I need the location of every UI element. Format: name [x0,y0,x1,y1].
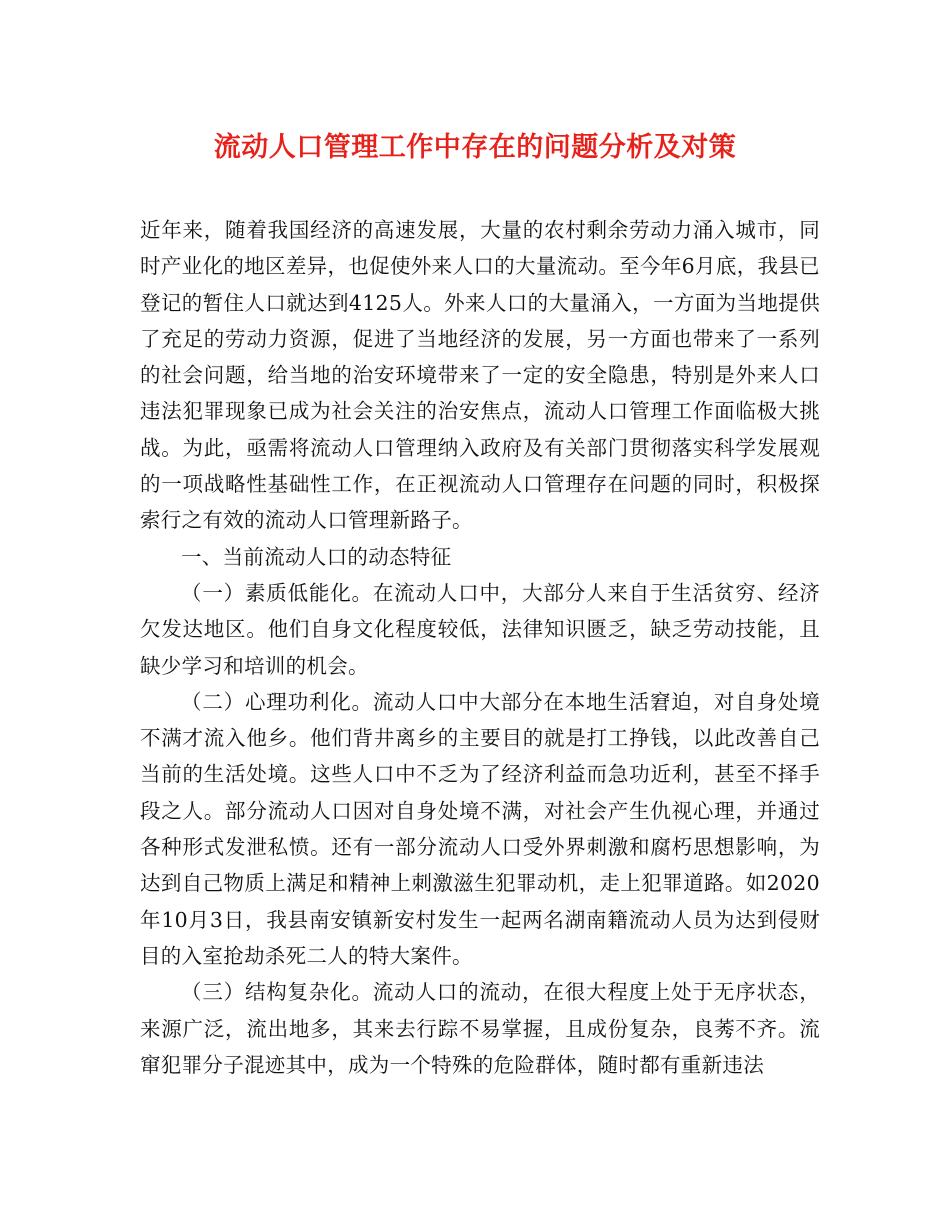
body-paragraph: （一）素质低能化。在流动人口中，大部分人来自于生活贫穷、经济欠发达地区。他们自身文化程度较低，法律知识匮乏，缺乏劳动技能，且缺少学习和培训的机会。 [140,580,820,678]
document-body [140,212,820,1083]
body-paragraph: （二）心理功利化。流动人口中大部分在本地生活窘迫，对自身处境不满才流入他乡。他们背井离乡的主要目的就是打工挣钱，以此改善自己当前的生活处境。这些人口中不乏为了经济利益而急功近利，甚至不择手段之人。部分流动人口因对自身处境不满，对社会产生仇视心理，并通过各种形式发泄私愤。还有一部分流动人口受外界刺激和腐朽思想影响，为达到自己物质上满足和精神上刺激滋生犯罪动机，走上犯罪道路。如2020年10月3日，我县南安镇新安村发生一起两名湖南籍流动人员为达到侵财目的入室抢劫杀死二人的特大案件。 [140,689,820,968]
section-heading: 一、当前流动人口的动态特征 [181,544,452,569]
body-paragraph: （三）结构复杂化。流动人口的流动，在很大程度上处于无序状态，来源广泛，流出地多，其来去行踪不易掌握，且成份复杂，良莠不齐。流窜犯罪分子混迹其中，成为一个特殊的危险群体，随时都有重新违法 [140,980,820,1077]
intro-paragraph: 近年来，随着我国经济的高速发展，大量的农村剩余劳动力涌入城市，同时产业化的地区差异，也促使外来人口的大量流动。至今年6月底，我县已登记的暂住人口就达到4125人。外来人口的大量涌入，一方面为当地提供了充足的劳动力资源，促进了当地经济的发展，另一方面也带来了一系列的社会问题，给当地的治安环境带来了一定的安全隐患，特别是外来人口违法犯罪现象已成为社会关注的治安焦点，流动人口管理工作面临极大挑战。为此，亟需将流动人口管理纳入政府及有关部门贯彻落实科学发展观的一项战略性基础性工作，在正视流动人口管理存在问题的同时，积极探索行之有效的流动人口管理新路子。 [140,218,820,533]
document-title: 流动人口管理工作中存在的问题分析及对策 [213,132,737,163]
